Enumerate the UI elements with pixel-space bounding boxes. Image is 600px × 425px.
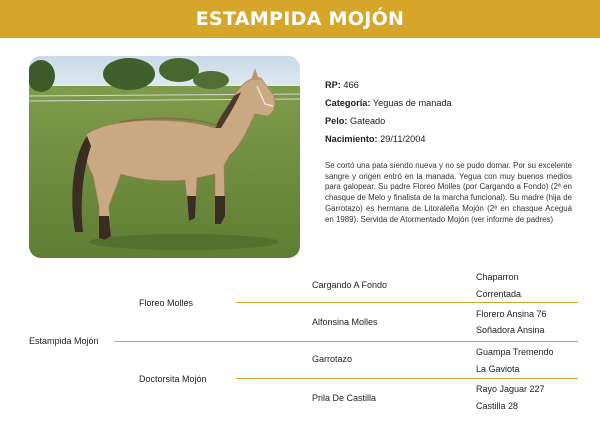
pelo-label: Pelo: (325, 116, 348, 126)
rp-value: 466 (343, 80, 359, 90)
pedigree-dam-sire: Garrotazo (312, 354, 353, 364)
pedigree-g3-6: La Gaviota (476, 364, 520, 374)
pedigree-g3-8: Castilla 28 (476, 401, 519, 411)
horse-photo (29, 56, 300, 258)
horse-illustration (29, 56, 300, 258)
pelo-row (325, 112, 571, 130)
title-banner (0, 0, 600, 38)
rp-label: RP: (325, 80, 341, 90)
nacimiento-row (325, 130, 571, 148)
pedigree-dam-dam: Prila De Castilla (312, 393, 377, 403)
pedigree-sire-dam: Alfonsina Molles (312, 317, 378, 327)
pedigree-divider-dam (236, 378, 578, 379)
pedigree-sire-sire: Cargando A Fondo (312, 280, 388, 290)
rp-row (325, 76, 571, 94)
categoria-row (325, 94, 571, 112)
pedigree-g3-2: Correntada (476, 289, 522, 299)
nacimiento-value: 29/11/2004 (380, 134, 426, 144)
pelo-value: Gateado (350, 116, 386, 126)
page-title: ESTAMPIDA MOJÓN (195, 8, 405, 30)
horse-info (325, 76, 571, 148)
pedigree-subject: Estampida Mojón (29, 336, 99, 346)
pedigree-g3-3: Florero Ansina 76 (476, 309, 547, 319)
pedigree-sire: Floreo Molles (139, 298, 194, 308)
pedigree-divider-sire (236, 302, 578, 303)
categoria-value: Yeguas de manada (372, 98, 452, 108)
categoria-label: Categoría: (325, 98, 371, 108)
pedigree-dam: Doctorsita Mojón (139, 374, 207, 384)
pedigree-g3-1: Chaparron (476, 272, 519, 282)
description: Se cortó una pata siendo nueva y no se pudo domar. Por su excelente sangre y origen entró en la manada. Yegua con muy buenos medios para galopear. Su padre Floreo Molles (por Cargando a Fondo) (2ª en chasque de Melo y finalista de la marcha funcional). Su madre (hija de Garrotazo) es hermana de Litoraleña Mojón (2ª en chasque Aceguá en 1989). Servida de Atormentado Mojón (ver informe de padres) (325, 161, 572, 224)
pedigree-g3-7: Rayo Jaguar 227 (476, 384, 545, 394)
pedigree-divider-main (114, 341, 578, 342)
nacimiento-label: Nacimiento: (325, 134, 378, 144)
pedigree-g3-4: Soñadora Ansina (476, 325, 545, 335)
pedigree-g3-5: Guampa Tremendo (476, 347, 554, 357)
